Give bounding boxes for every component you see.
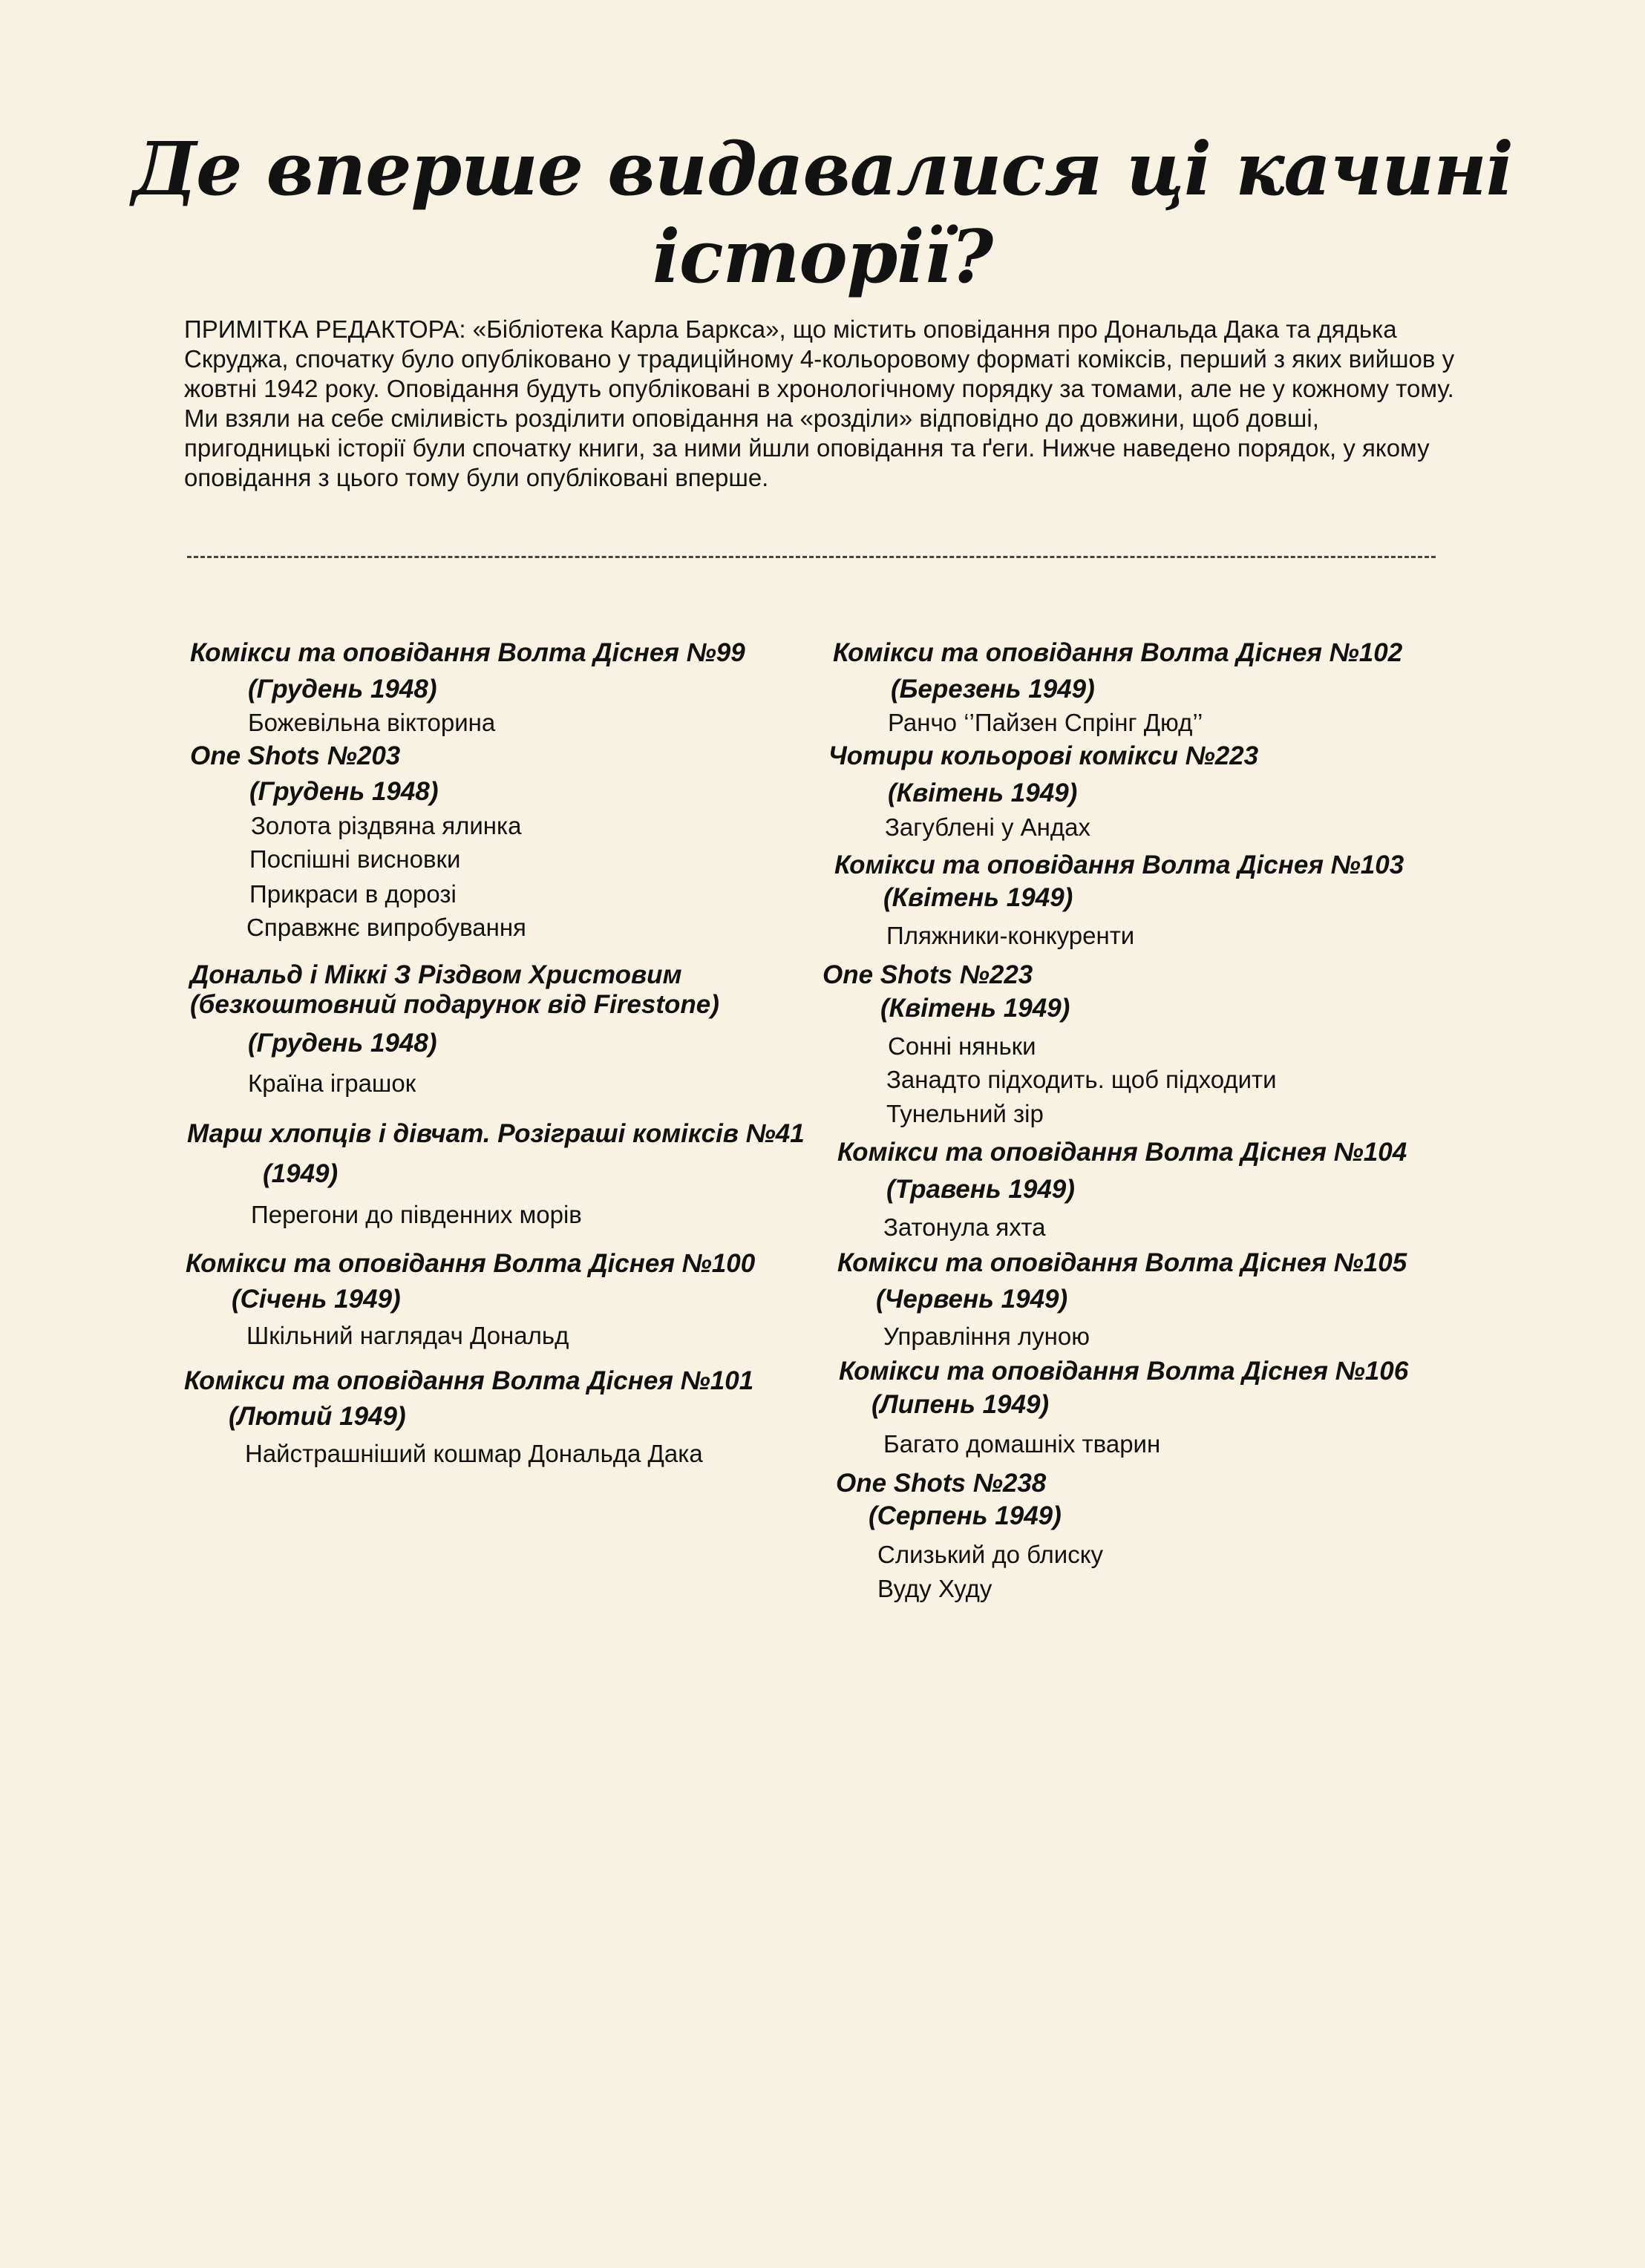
- publication-date: (Грудень 1948): [248, 675, 437, 704]
- publication-date: (Квітень 1949): [888, 779, 1078, 807]
- publication-date: (1949): [263, 1159, 339, 1188]
- story-title: Країна іграшок: [248, 1069, 416, 1097]
- publication-date: (Березень 1949): [891, 675, 1095, 704]
- editor-note: [184, 315, 1461, 493]
- publication-date: (Липень 1949): [871, 1390, 1050, 1419]
- story-title: Загублені у Андах: [885, 813, 1090, 841]
- publication-title: Комікси та оповідання Волта Діснея №100: [186, 1249, 756, 1278]
- publication-title: Комікси та оповідання Волта Діснея №105: [837, 1248, 1407, 1277]
- story-title: Найстрашніший кошмар Дональда Дака: [245, 1440, 703, 1467]
- publication-date: (Червень 1949): [876, 1285, 1068, 1314]
- publication-title: One Shots №203: [190, 741, 401, 770]
- story-title: Справжнє випробування: [246, 914, 526, 941]
- publication-date: (Квітень 1949): [883, 883, 1073, 912]
- publication-title: One Shots №223: [822, 960, 1033, 989]
- story-title: Ранчо ‘’Пайзен Спрінг Дюд’’: [888, 709, 1203, 736]
- story-title: Поспішні висновки: [249, 845, 461, 873]
- story-title: Затонула яхта: [883, 1213, 1046, 1241]
- story-title: Шкільний наглядач Дональд: [246, 1322, 569, 1349]
- editor-note-text: «Бібліотека Карла Баркса», що містить оповідання про Дональда Дака та дядька Скруджа, спочатку було опубліковано у традиційному 4-кольоровому форматі коміксів, перший з яких вийшов у жовтні 1942 року. Оповідання будуть опубліковані в хронологічному порядку за томами, але не у кожному тому. Ми взяли на себе сміливість розділити оповідання на «розділи» відповідно до довжини, щоб довші, пригодницькі історії були спочатку книги, за ними йшли оповідання та ґеги. Нижче наведено порядок, у якому оповідання з цього тому були опубліковані вперше.: [184, 315, 1455, 491]
- publication-date: (Лютий 1949): [229, 1402, 406, 1431]
- story-title: Багато домашніх тварин: [883, 1430, 1161, 1458]
- story-title: Слизький до блиску: [877, 1541, 1104, 1568]
- story-title: Прикраси в дорозі: [249, 880, 457, 908]
- story-title: Сонні няньки: [888, 1032, 1036, 1060]
- editor-note-label: ПРИМІТКА РЕДАКТОРА:: [184, 315, 466, 343]
- story-title: Занадто підходить. щоб підходити: [886, 1066, 1277, 1093]
- publication-date: (Серпень 1949): [869, 1501, 1062, 1530]
- publication-date: (Квітень 1949): [880, 994, 1070, 1023]
- publication-title: One Shots №238: [836, 1469, 1047, 1498]
- story-title: Тунельний зір: [886, 1100, 1044, 1127]
- publication-title: Комікси та оповідання Волта Діснея №99: [190, 638, 745, 667]
- dashed-divider: [187, 556, 1436, 558]
- publication-title: Комікси та оповідання Волта Діснея №101: [184, 1366, 754, 1395]
- story-title: Божевільна вікторина: [248, 709, 496, 736]
- page-title: Де вперше видавалися ці качині історії?: [132, 127, 1513, 300]
- publication-date: (Травень 1949): [886, 1175, 1075, 1204]
- publication-date: (Грудень 1948): [249, 777, 439, 806]
- publication-subtitle: (безкоштовний подарунок від Firestone): [190, 990, 719, 1019]
- story-title: Золота різдвяна ялинка: [251, 812, 522, 839]
- publication-title: Дональд і Міккі З Різдвом Христовим: [190, 960, 682, 989]
- publication-date: (Січень 1949): [232, 1285, 401, 1314]
- publication-title: Марш хлопців і дівчат. Розіграші коміксів №41: [187, 1119, 805, 1148]
- publication-title: Комікси та оповідання Волта Діснея №103: [834, 850, 1404, 879]
- publication-title: Комікси та оповідання Волта Діснея №104: [837, 1138, 1407, 1167]
- story-title: Вуду Худу: [877, 1575, 992, 1602]
- publication-title: Комікси та оповідання Волта Діснея №102: [833, 638, 1403, 667]
- story-title: Пляжники-конкуренти: [886, 922, 1135, 949]
- publication-date: (Грудень 1948): [248, 1029, 437, 1058]
- story-title: Перегони до південних морів: [251, 1201, 582, 1228]
- publication-title: Чотири кольорові комікси №223: [828, 741, 1259, 770]
- publication-title: Комікси та оповідання Волта Діснея №106: [839, 1357, 1409, 1386]
- story-title: Управління луною: [883, 1323, 1090, 1350]
